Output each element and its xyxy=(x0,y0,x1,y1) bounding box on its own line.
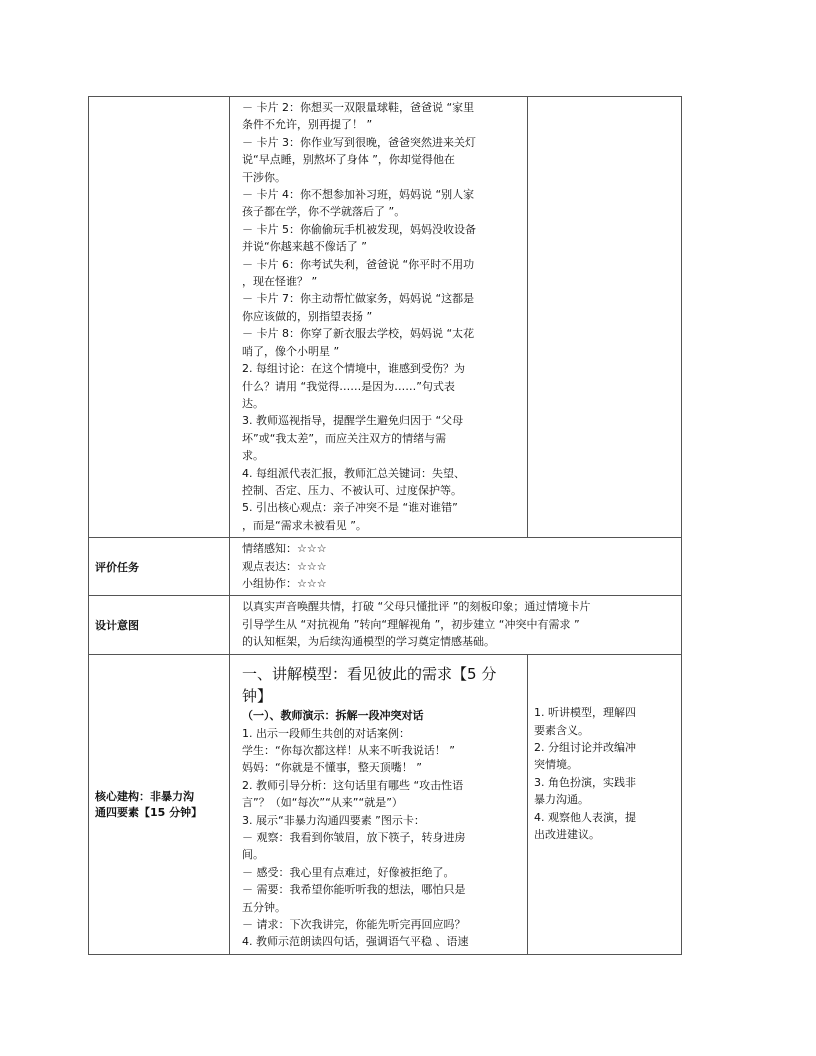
text-line: 言”？（如“每次”“从来”“就是”） xyxy=(242,796,403,810)
text-line: 3. 角色扮演，实践非 xyxy=(534,775,636,789)
text-line: － 卡片 8：你穿了新衣服去学校，妈妈说 “太花 xyxy=(242,327,475,341)
text-line: － 需要：我希望你能听听我的想法，哪怕只是 xyxy=(242,883,466,897)
text-line: ，而是“需求未被看见 ”。 xyxy=(242,518,367,532)
activity-text xyxy=(230,97,527,537)
text-line: 观点表达：☆☆☆ xyxy=(242,559,327,573)
text-line: 一、讲解模型：看见彼此的需求【5 分 xyxy=(242,664,497,683)
text-line: 孩子都在学，你不学就落后了 ”。 xyxy=(242,205,406,219)
text-line: 通四要素【15 分钟】 xyxy=(95,806,203,820)
evaluation-text xyxy=(230,538,681,595)
text-line: 核心建构：非暴力沟 xyxy=(95,790,194,804)
text-line: － 卡片 4：你不想参加补习班，妈妈说 “别人家 xyxy=(242,188,475,202)
evaluation-cell xyxy=(230,538,682,596)
text-line: 妈妈：“你就是不懂事，整天顶嘴！ ” xyxy=(242,761,422,775)
row-label-cell xyxy=(89,538,230,596)
text-line: 3. 展示“非暴力沟通四要素 ”图示卡： xyxy=(242,813,425,827)
activity-cell xyxy=(230,654,528,954)
text-line: 情绪感知：☆☆☆ xyxy=(242,542,327,556)
design-intent-label: 设计意图 xyxy=(95,618,139,632)
text-line: 1. 听讲模型，理解四 xyxy=(534,706,636,720)
text-line: 达。 xyxy=(242,396,264,410)
text-line: － 卡片 5：你偷偷玩手机被发现，妈妈没收设备 xyxy=(242,222,476,236)
text-line: ，现在怪谁？ ” xyxy=(242,275,318,289)
section-subheading: （一）、教师演示：拆解一段冲突对话 xyxy=(242,708,424,722)
row-label-cell xyxy=(89,654,230,954)
student-activity-cell-empty xyxy=(528,97,682,538)
text-line: 3. 教师巡视指导，提醒学生避免归因于 “父母 xyxy=(242,414,464,428)
text-line: － 感受：我心里有点难过，好像被拒绝了。 xyxy=(242,865,455,879)
text-line: 钟】 xyxy=(242,686,273,705)
text-line: 说“早点睡，别熬坏了身体 ”，你却觉得他在 xyxy=(242,153,455,167)
text-line: 暴力沟通。 xyxy=(534,793,589,807)
text-line: 2. 每组讨论：在这个情境中，谁感到受伤？为 xyxy=(242,362,465,376)
text-line: 什么？请用 “我觉得……是因为……”句式表 xyxy=(242,379,455,393)
text-line: － 卡片 2：你想买一双限量球鞋，爸爸说 “家里 xyxy=(242,101,475,114)
text-line: 2. 分组讨论并改编冲 xyxy=(534,740,636,754)
text-line: 4. 每组派代表汇报，教师汇总关键词：失望、 xyxy=(242,466,465,480)
text-line: 哨了，像个小明星 ” xyxy=(242,344,340,358)
text-line: 4. 观察他人表演，提 xyxy=(534,810,636,824)
design-intent-cell xyxy=(230,596,682,654)
text-line: － 请求：下次我讲完，你能先听完再回应吗？ xyxy=(242,918,466,932)
text-line: 间。 xyxy=(242,848,264,862)
student-activity-text xyxy=(528,702,681,846)
text-line: － 卡片 6：你考试失利，爸爸说 “你平时不用功 xyxy=(242,257,475,271)
text-line: 控制、否定、压力、不被认可、过度保护等。 xyxy=(242,483,462,497)
text-line: － 卡片 7：你主动帮忙做家务，妈妈说 “这都是 xyxy=(242,292,475,306)
text-line: 求。 xyxy=(242,449,264,463)
text-line: 4. 教师示范朗读四句话，强调语气平稳 、语速 xyxy=(242,935,469,949)
activity-text xyxy=(242,725,521,951)
text-line: 你应该做的，别指望表扬 ” xyxy=(242,309,373,323)
text-line: 条件不允许，别再提了！ ” xyxy=(242,118,373,132)
text-line: 干涉你。 xyxy=(242,170,286,184)
text-line: 的认知框架，为后续沟通模型的学习奠定情感基础。 xyxy=(242,635,495,649)
text-line: 5. 引出核心观点：亲子冲突不是 “谁对谁错” xyxy=(242,501,458,515)
text-line: － 观察：我看到你皱眉，放下筷子，转身进房 xyxy=(242,831,466,845)
table-row xyxy=(89,538,682,596)
table-row xyxy=(89,654,682,954)
text-line: 要素含义。 xyxy=(534,723,589,737)
text-line: 坏”或“我太差”，而应关注双方的情绪与需 xyxy=(242,431,447,445)
table-row xyxy=(89,97,682,538)
text-line: 小组协作：☆☆☆ xyxy=(242,576,327,590)
activity-cell xyxy=(230,97,528,538)
section-heading xyxy=(242,663,521,707)
evaluation-label: 评价任务 xyxy=(95,560,139,574)
table-row xyxy=(89,596,682,654)
text-line: － 卡片 3：你作业写到很晚，爸爸突然进来关灯 xyxy=(242,135,476,149)
row-label-cell xyxy=(89,596,230,654)
text-line: 引导学生从 “对抗视角 ”转向“理解视角 ”，初步建立 “冲突中有需求 ” xyxy=(242,617,580,631)
row-label-cell-empty xyxy=(89,97,230,538)
text-line: 突情境。 xyxy=(534,758,578,772)
text-line: 学生：“你每次都这样！从来不听我说话！ ” xyxy=(242,744,455,757)
core-construction-label xyxy=(89,788,229,820)
text-line: 五分钟。 xyxy=(242,900,286,914)
text-line: 并说“你越来越不像话了 ” xyxy=(242,240,367,254)
design-intent-text xyxy=(230,596,681,653)
text-line: 出改进建议。 xyxy=(534,827,600,841)
student-activity-cell xyxy=(528,654,682,954)
text-line: 2. 教师引导分析：这句话里有哪些 “攻击性语 xyxy=(242,778,464,792)
text-line: 1. 出示一段师生共创的对话案例： xyxy=(242,726,410,740)
text-line: 以真实声音唤醒共情，打破 “父母只懂批评 ”的刻板印象；通过情境卡片 xyxy=(242,600,591,614)
lesson-plan-table xyxy=(88,96,682,955)
